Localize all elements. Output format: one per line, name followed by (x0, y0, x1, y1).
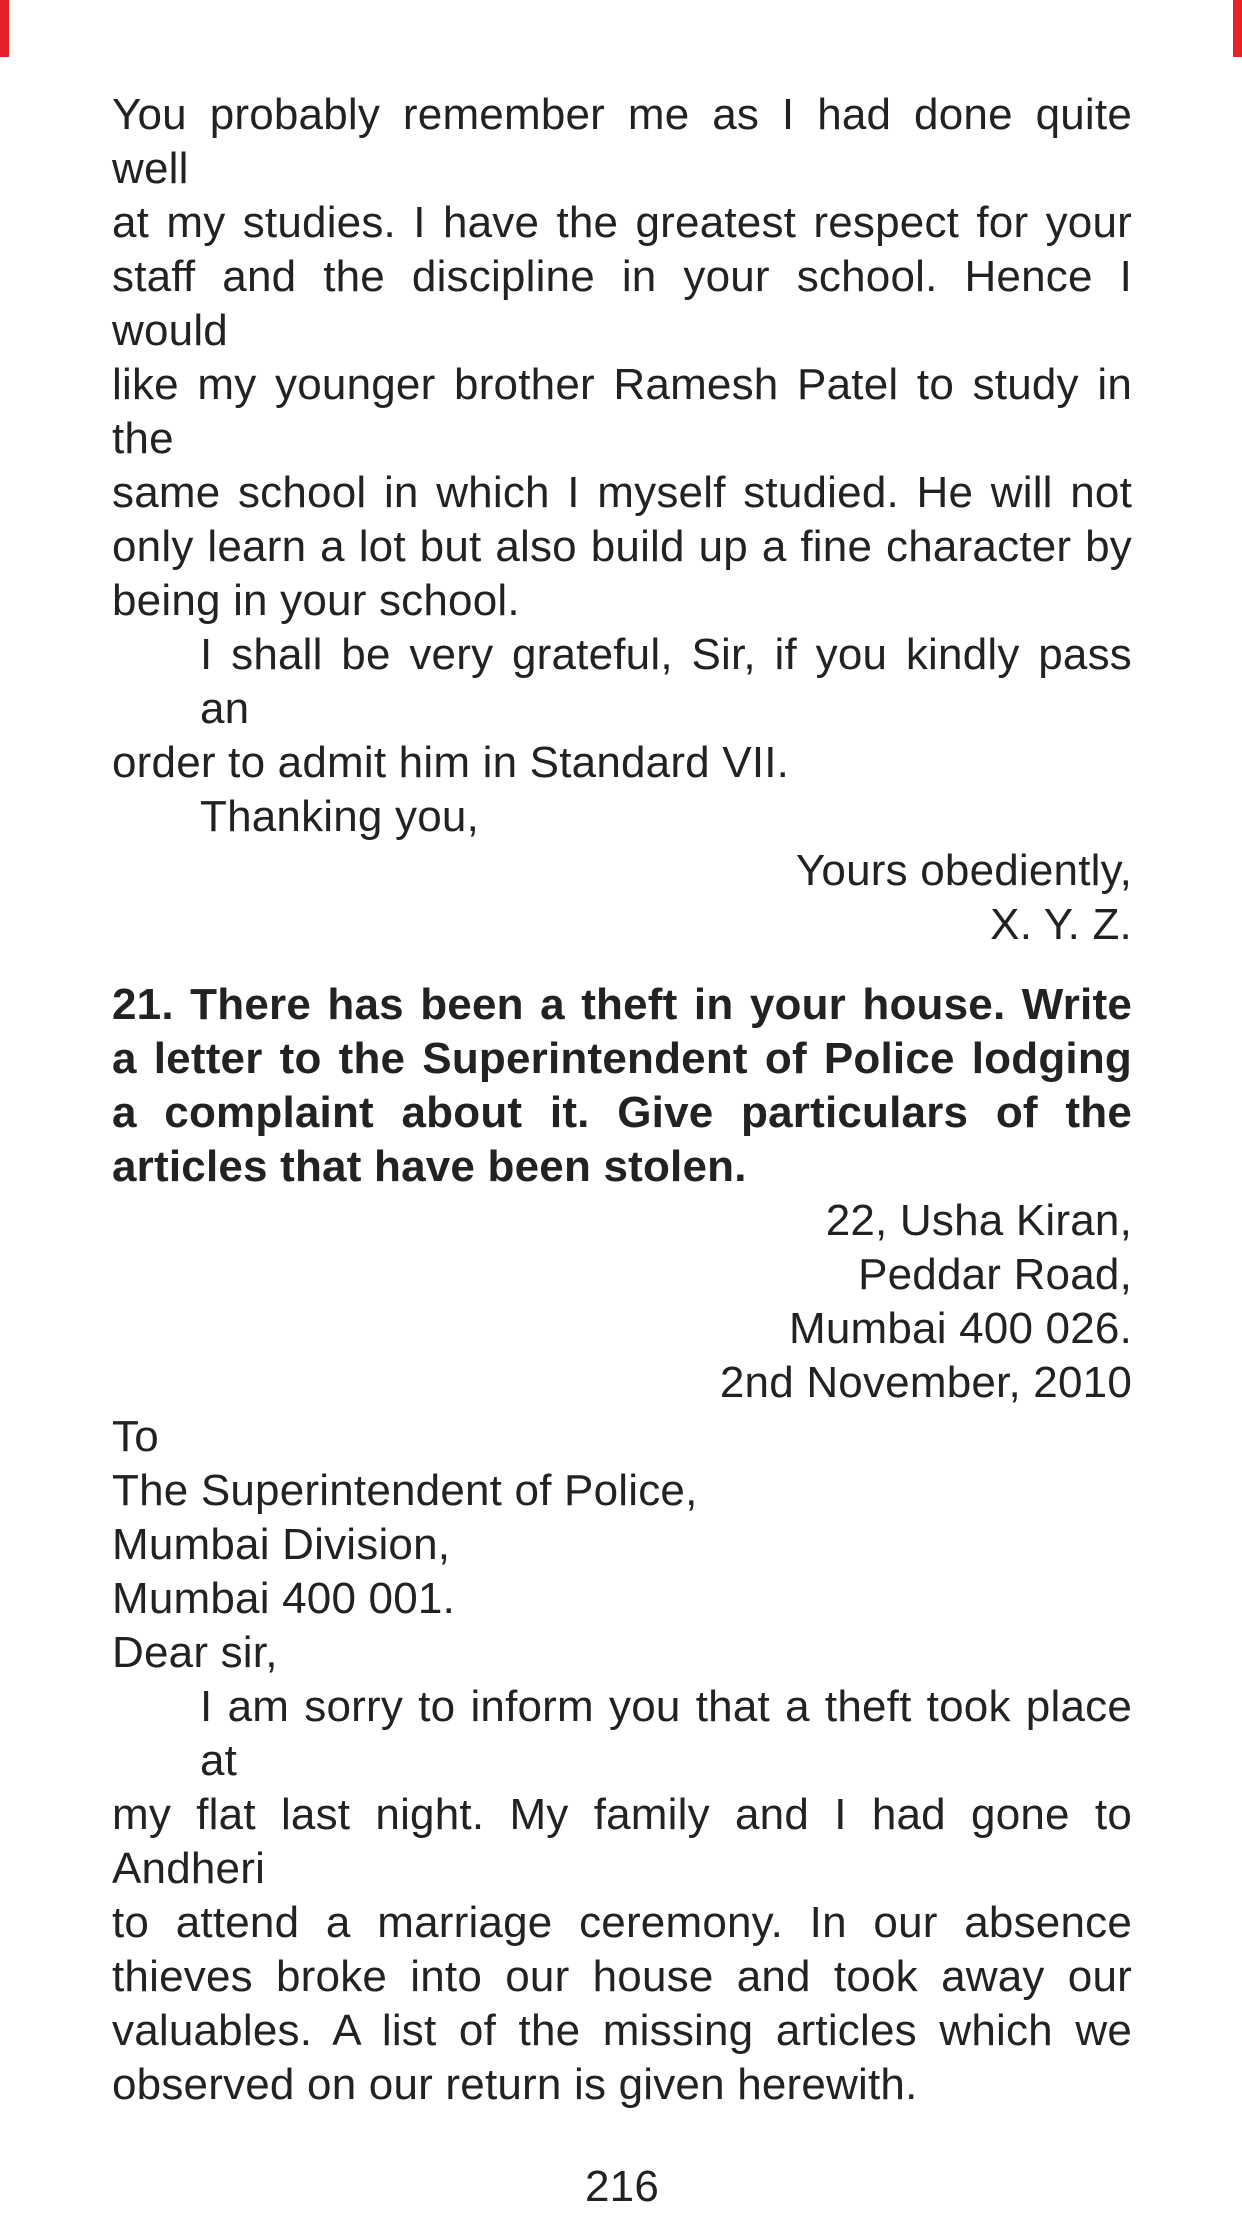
theft-letter-line-3: to attend a marriage ceremony. In our absence (112, 1898, 1132, 1947)
recipient-line-3: Mumbai Division, (112, 1520, 451, 1569)
request-line-1: I shall be very grateful, Sir, if you kindly pass an (200, 630, 1132, 733)
recipient-line-4: Mumbai 400 001. (112, 1574, 455, 1623)
text-column (112, 88, 1132, 2214)
sender-address-line-3: Mumbai 400 026. (789, 1304, 1132, 1353)
page-number: 216 (584, 2162, 659, 2211)
theft-letter-line-5: valuables. A list of the missing articles which we (112, 2006, 1132, 2055)
salutation-line: Dear sir, (112, 1628, 278, 1677)
exercise-heading (112, 978, 1132, 1194)
admission-letter-line-6: only learn a lot but also build up a fine character by (112, 522, 1132, 571)
exercise-heading-line-1: 21. There has been a theft in your house. Write (112, 980, 1132, 1029)
recipient-line-2: The Superintendent of Police, (112, 1466, 698, 1515)
admission-letter-body (112, 88, 1132, 628)
theft-letter-line-4: thieves broke into our house and took away our (112, 1952, 1132, 2001)
exercise-heading-line-4: articles that have been stolen. (112, 1142, 747, 1191)
sender-address-block (112, 1194, 1132, 1410)
theft-letter-line-1: I am sorry to inform you that a theft took place at (200, 1682, 1132, 1785)
admission-letter-request (112, 628, 1132, 790)
theft-letter-body (112, 1680, 1132, 2112)
theft-letter-line-2: my flat last night. My family and I had gone to Andheri (112, 1790, 1132, 1893)
signature-line: X. Y. Z. (990, 900, 1132, 949)
admission-letter-line-4: like my younger brother Ramesh Patel to study in the (112, 360, 1132, 463)
date-line: 2nd November, 2010 (719, 1358, 1132, 1407)
admission-letter-line-1: You probably remember me as I had done quite well (112, 90, 1132, 193)
request-line-2: order to admit him in Standard VII. (112, 738, 790, 787)
red-page-edge-mark-right (1233, 0, 1242, 57)
theft-letter-line-6: observed on our return is given herewith. (112, 2060, 918, 2109)
admission-letter-line-7: being in your school. (112, 576, 520, 625)
recipient-line-1: To (112, 1412, 159, 1461)
sender-address-line-2: Peddar Road, (858, 1250, 1132, 1299)
red-page-edge-mark-left (0, 0, 9, 57)
thanking-line: Thanking you, (200, 792, 479, 841)
exercise-heading-line-3: a complaint about it. Give particulars of the (112, 1088, 1132, 1137)
admission-letter-line-5: same school in which I myself studied. He will not (112, 468, 1132, 517)
sender-address-line-1: 22, Usha Kiran, (825, 1196, 1132, 1245)
admission-letter-line-3: staff and the discipline in your school. Hence I would (112, 252, 1132, 355)
signoff-line: Yours obediently, (795, 846, 1132, 895)
exercise-heading-line-2: a letter to the Superintendent of Police lodging (112, 1034, 1132, 1083)
recipient-block (112, 1410, 1132, 1626)
admission-letter-line-2: at my studies. I have the greatest respect for your (112, 198, 1132, 247)
